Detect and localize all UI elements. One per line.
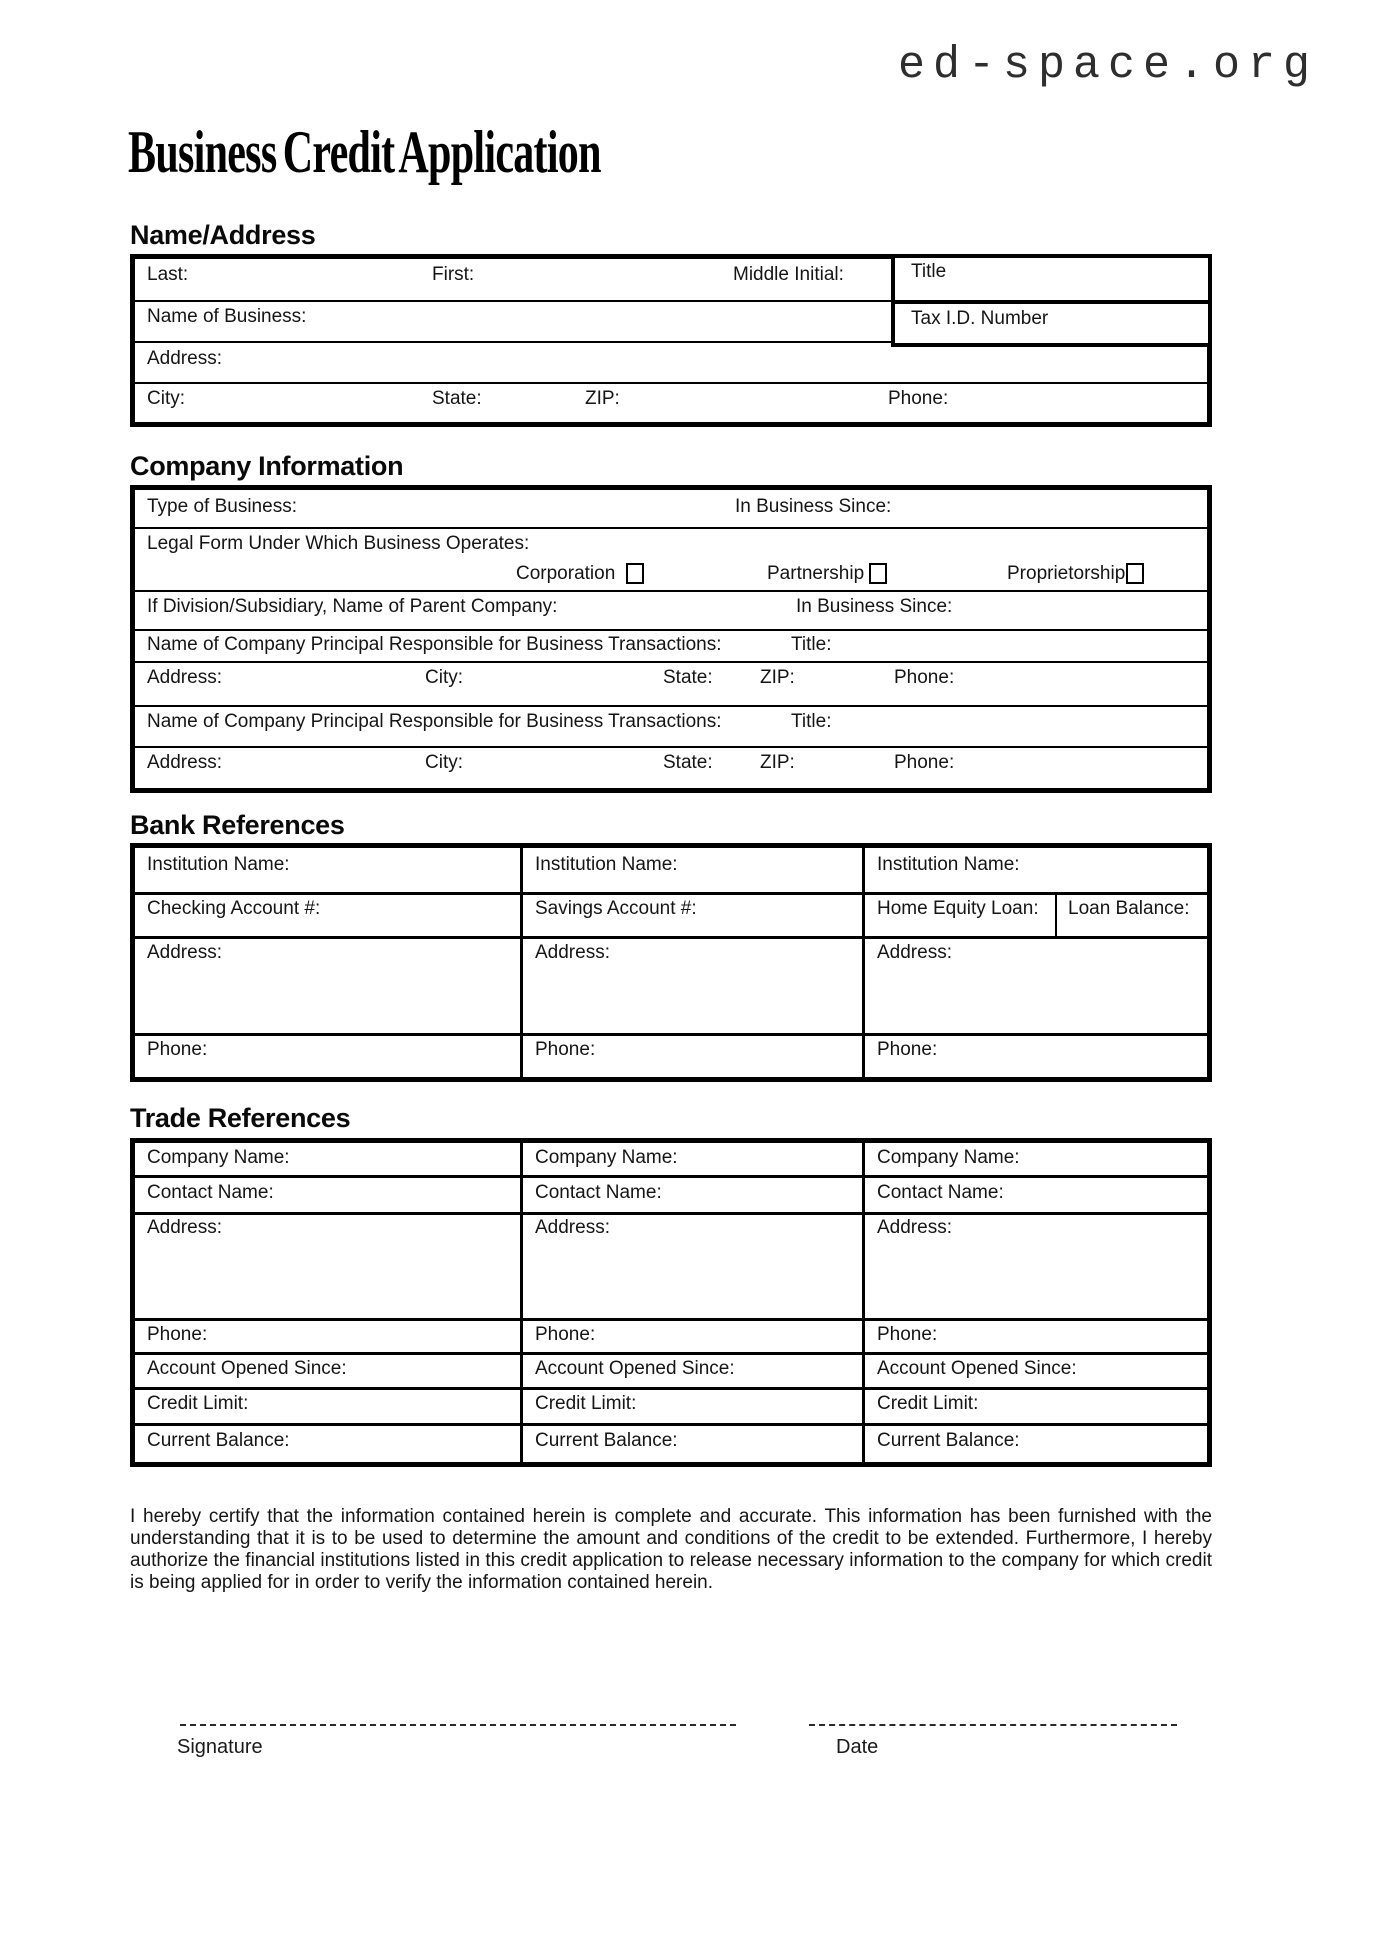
loan-balance-divider bbox=[1055, 894, 1057, 936]
column-divider bbox=[520, 1143, 523, 1462]
trade1-current-balance-label: Current Balance: bbox=[147, 1430, 290, 1451]
trade2-company-label: Company Name: bbox=[535, 1147, 678, 1168]
row-divider bbox=[135, 1352, 1207, 1355]
trade1-account-opened-label: Account Opened Since: bbox=[147, 1358, 347, 1379]
row-divider bbox=[135, 892, 1207, 895]
column-divider bbox=[520, 848, 523, 1077]
bank1-account-label: Checking Account #: bbox=[147, 898, 321, 919]
field-label-principal-2: Name of Company Principal Responsible for Business Transactions: bbox=[147, 711, 722, 732]
field-label-city: City: bbox=[147, 388, 185, 409]
partnership-checkbox[interactable] bbox=[869, 563, 887, 584]
field-label-principal-phone-1: Phone: bbox=[894, 667, 955, 688]
bank3-loan-balance-label: Loan Balance: bbox=[1068, 898, 1190, 919]
row-divider bbox=[135, 1387, 1207, 1390]
trade1-company-label: Company Name: bbox=[147, 1147, 290, 1168]
page-title: Business Credit Application bbox=[128, 119, 601, 185]
site-logo: ed-space.org bbox=[898, 40, 1319, 91]
row-divider bbox=[135, 1318, 1207, 1321]
trade3-address-label: Address: bbox=[877, 1217, 952, 1238]
trade2-phone-label: Phone: bbox=[535, 1324, 596, 1345]
field-label-principal-zip-2: ZIP: bbox=[760, 752, 795, 773]
column-divider bbox=[862, 1143, 865, 1462]
trade3-account-opened-label: Account Opened Since: bbox=[877, 1358, 1077, 1379]
column-divider bbox=[862, 848, 865, 1077]
field-label-title: Title bbox=[911, 261, 947, 282]
field-label-phone: Phone: bbox=[888, 388, 949, 409]
row-divider bbox=[135, 629, 1207, 631]
row-divider bbox=[135, 746, 1207, 748]
trade2-account-opened-label: Account Opened Since: bbox=[535, 1358, 735, 1379]
field-label-principal-state-2: State: bbox=[663, 752, 713, 773]
bank2-address-label: Address: bbox=[535, 942, 610, 963]
field-label-address: Address: bbox=[147, 348, 222, 369]
field-label-principal-title-1: Title: bbox=[791, 634, 832, 655]
trade1-credit-limit-label: Credit Limit: bbox=[147, 1393, 249, 1414]
option-label-proprietorship: Proprietorship bbox=[1007, 563, 1126, 584]
row-divider bbox=[135, 590, 1207, 592]
row-divider bbox=[135, 1423, 1207, 1426]
signature-line[interactable] bbox=[180, 1724, 736, 1726]
bank2-institution-label: Institution Name: bbox=[535, 854, 678, 875]
field-label-in-business-since: In Business Since: bbox=[735, 496, 892, 517]
trade2-address-label: Address: bbox=[535, 1217, 610, 1238]
trade2-credit-limit-label: Credit Limit: bbox=[535, 1393, 637, 1414]
bank-references-table bbox=[130, 843, 1212, 1082]
trade1-contact-label: Contact Name: bbox=[147, 1182, 274, 1203]
row-divider bbox=[135, 382, 1207, 384]
bank3-phone-label: Phone: bbox=[877, 1039, 938, 1060]
field-label-middle-initial: Middle Initial: bbox=[733, 264, 844, 285]
bank2-phone-label: Phone: bbox=[535, 1039, 596, 1060]
row-divider bbox=[135, 705, 1207, 707]
row-divider bbox=[135, 1175, 1207, 1178]
bank1-address-label: Address: bbox=[147, 942, 222, 963]
field-label-type-of-business: Type of Business: bbox=[147, 496, 297, 517]
field-label-name-of-business: Name of Business: bbox=[147, 306, 307, 327]
section-heading-name-address: Name/Address bbox=[130, 220, 316, 250]
trade3-credit-limit-label: Credit Limit: bbox=[877, 1393, 979, 1414]
row-divider bbox=[135, 661, 1207, 663]
field-label-principal-zip-1: ZIP: bbox=[760, 667, 795, 688]
field-label-principal-state-1: State: bbox=[663, 667, 713, 688]
field-label-first: First: bbox=[432, 264, 475, 285]
bank2-account-label: Savings Account #: bbox=[535, 898, 697, 919]
field-label-division-parent-company: If Division/Subsidiary, Name of Parent Company: bbox=[147, 596, 558, 617]
field-label-principal-city-2: City: bbox=[425, 752, 463, 773]
field-label-in-business-since-2: In Business Since: bbox=[796, 596, 953, 617]
bank1-phone-label: Phone: bbox=[147, 1039, 208, 1060]
option-label-partnership: Partnership bbox=[767, 563, 865, 584]
title-box bbox=[891, 254, 1212, 304]
row-divider bbox=[135, 1033, 1207, 1036]
bank3-address-label: Address: bbox=[877, 942, 952, 963]
trade1-address-label: Address: bbox=[147, 1217, 222, 1238]
field-label-last: Last: bbox=[147, 264, 189, 285]
row-divider bbox=[135, 527, 1207, 529]
proprietorship-checkbox[interactable] bbox=[1126, 563, 1144, 584]
row-divider bbox=[135, 936, 1207, 939]
section-heading-company-information: Company Information bbox=[130, 451, 404, 481]
field-label-principal-address-1: Address: bbox=[147, 667, 222, 688]
field-label-principal-title-2: Title: bbox=[791, 711, 832, 732]
corporation-checkbox[interactable] bbox=[626, 563, 644, 584]
trade3-company-label: Company Name: bbox=[877, 1147, 1020, 1168]
bank1-institution-label: Institution Name: bbox=[147, 854, 290, 875]
field-label-zip: ZIP: bbox=[585, 388, 620, 409]
field-label-principal-1: Name of Company Principal Responsible for Business Transactions: bbox=[147, 634, 722, 655]
trade2-current-balance-label: Current Balance: bbox=[535, 1430, 678, 1451]
row-divider bbox=[135, 1212, 1207, 1215]
trade-references-table bbox=[130, 1138, 1212, 1467]
certification-paragraph: I hereby certify that the information contained herein is complete and accurate. This information has been furnished with the understanding that it is to be used to determine the amount and conditions of the credit to be extended. Furthermore, I hereby authorize the financial institutions listed in this credit application to release necessary information to the company for which credit is being applied for in order to verify the information contained herein. bbox=[130, 1506, 1212, 1593]
field-label-principal-phone-2: Phone: bbox=[894, 752, 955, 773]
option-label-corporation: Corporation bbox=[516, 563, 616, 584]
tax-id-box bbox=[891, 300, 1212, 347]
trade3-contact-label: Contact Name: bbox=[877, 1182, 1004, 1203]
field-label-legal-form: Legal Form Under Which Business Operates: bbox=[147, 533, 530, 554]
trade2-contact-label: Contact Name: bbox=[535, 1182, 662, 1203]
section-heading-trade-references: Trade References bbox=[130, 1103, 351, 1133]
field-label-principal-address-2: Address: bbox=[147, 752, 222, 773]
field-label-state: State: bbox=[432, 388, 482, 409]
trade3-current-balance-label: Current Balance: bbox=[877, 1430, 1020, 1451]
company-information-table bbox=[130, 485, 1212, 793]
trade1-phone-label: Phone: bbox=[147, 1324, 208, 1345]
date-line[interactable] bbox=[809, 1724, 1177, 1726]
trade3-phone-label: Phone: bbox=[877, 1324, 938, 1345]
bank3-account-label: Home Equity Loan: bbox=[877, 898, 1039, 919]
date-label: Date bbox=[836, 1736, 879, 1758]
section-heading-bank-references: Bank References bbox=[130, 810, 345, 840]
signature-label: Signature bbox=[177, 1736, 263, 1758]
field-label-principal-city-1: City: bbox=[425, 667, 463, 688]
field-label-tax-id: Tax I.D. Number bbox=[911, 308, 1049, 329]
bank3-institution-label: Institution Name: bbox=[877, 854, 1020, 875]
